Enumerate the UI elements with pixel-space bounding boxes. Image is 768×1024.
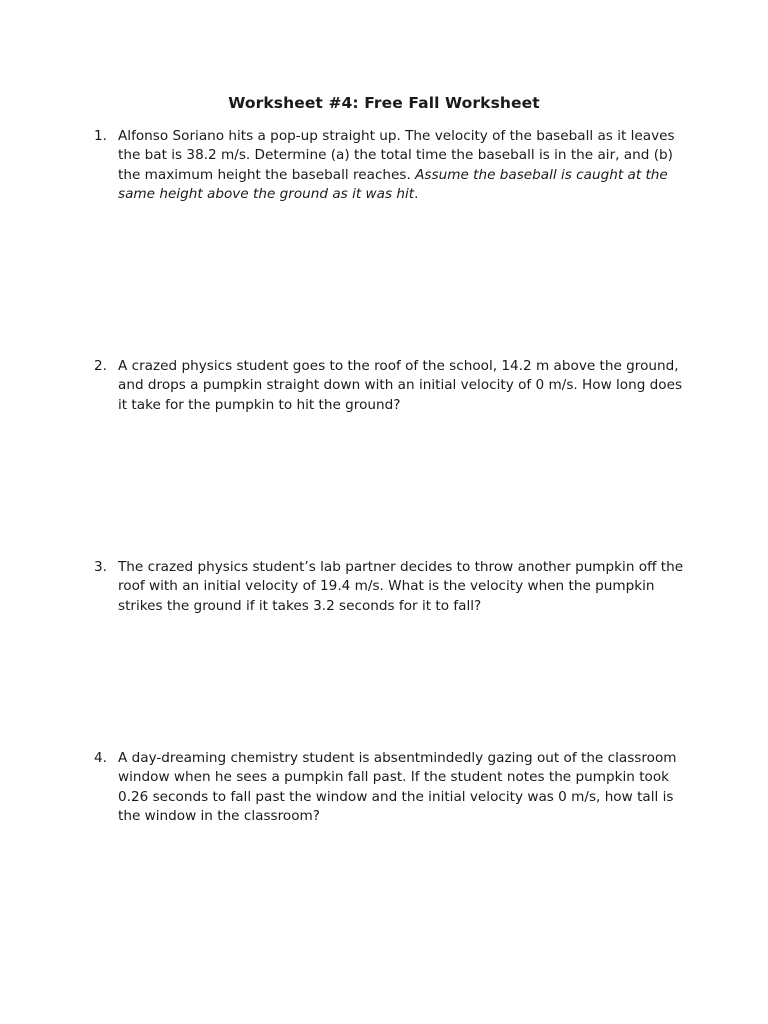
question-text <box>118 127 724 205</box>
question-line: the bat is 38.2 m/s. Determine (a) the total time the baseball is in the air, and (b) <box>118 147 673 164</box>
question-line: strikes the ground if it takes 3.2 seconds for it to fall? <box>118 597 482 614</box>
question-line: Alfonso Soriano hits a pop-up straight up. The velocity of the baseball as it leaves <box>118 128 675 144</box>
question-text <box>118 357 724 415</box>
question-line: A crazed physics student goes to the roof of the school, 14.2 m above the ground, <box>118 358 679 374</box>
italic-note: same height above the ground as it was hit <box>118 186 415 203</box>
question-line: A day-dreaming chemistry student is absentmindedly gazing out of the classroom <box>118 750 677 766</box>
question-line: the window in the classroom? <box>118 808 320 825</box>
question-line: The crazed physics student’s lab partner decides to throw another pumpkin off the <box>118 559 684 575</box>
question-number: 2. <box>94 358 107 374</box>
question-number: 3. <box>94 559 107 575</box>
period: . <box>414 186 419 203</box>
question-line: roof with an initial velocity of 19.4 m/s. What is the velocity when the pumpkin <box>118 578 655 595</box>
question-line: window when he sees a pumpkin fall past. If the student notes the pumpkin took <box>118 769 670 786</box>
question-line-text: the maximum height the baseball reaches. <box>118 166 416 183</box>
question-line: it take for the pumpkin to hit the ground? <box>118 396 401 413</box>
question-line: and drops a pumpkin straight down with an initial velocity of 0 m/s. How long does <box>118 377 683 394</box>
question-line: 0.26 seconds to fall past the window and the initial velocity was 0 m/s, how tall is <box>118 788 674 805</box>
question-number: 4. <box>94 750 107 766</box>
question-text <box>118 558 724 616</box>
question-line <box>118 185 724 204</box>
question-line <box>118 166 724 185</box>
question-number: 1. <box>94 128 107 144</box>
question-text <box>118 749 724 827</box>
italic-note: Assume the baseball is caught at the <box>415 166 668 183</box>
worksheet-title: Worksheet #4: Free Fall Worksheet <box>228 94 540 112</box>
